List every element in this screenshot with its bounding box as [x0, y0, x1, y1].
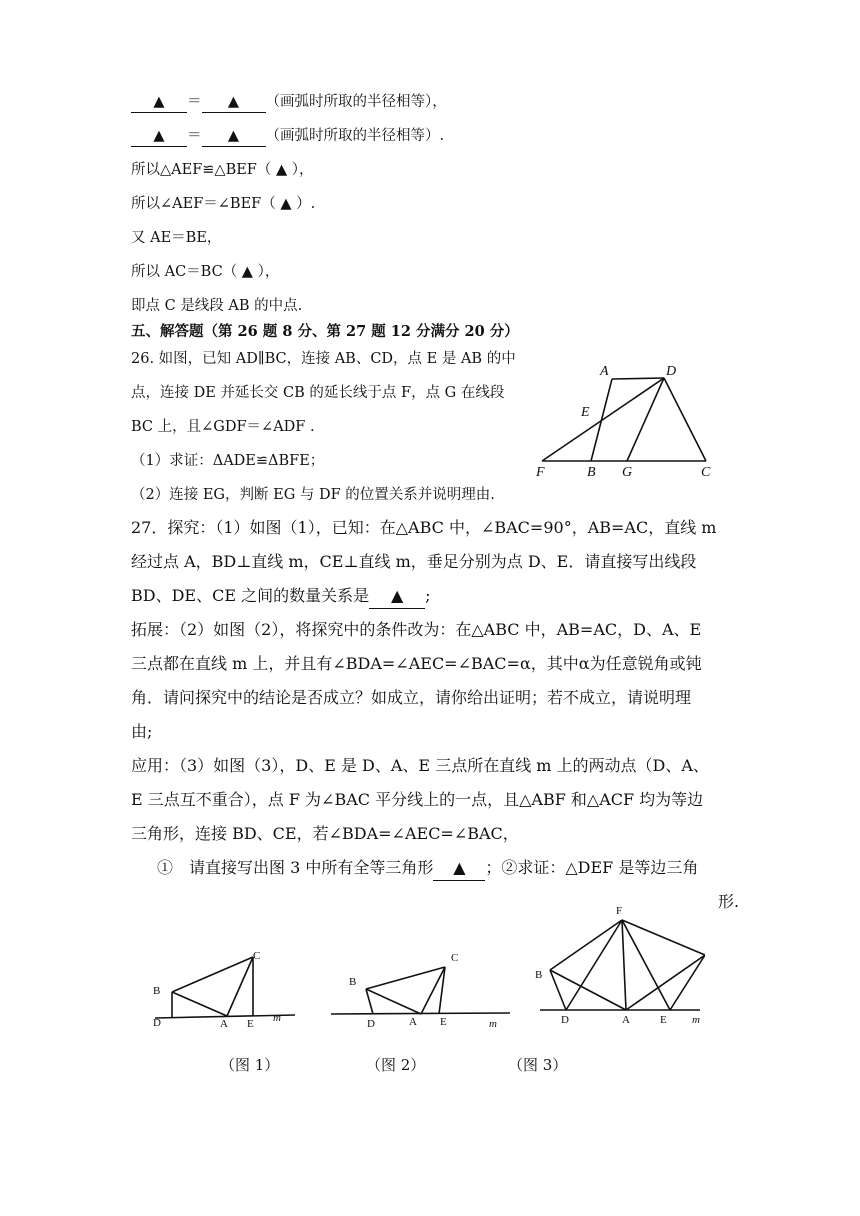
label-g: G: [622, 465, 633, 480]
q27-line7: 由;: [131, 722, 153, 741]
q27-line2: 经过点 A，BD⊥直线 m，CE⊥直线 m，垂足分别为点 D、E．请直接写出线段: [131, 552, 697, 571]
answer-blank[interactable]: ▲: [433, 856, 485, 881]
segment-ba: [172, 992, 227, 1016]
label-a: A: [600, 364, 609, 379]
answer-blank[interactable]: ▲: [202, 92, 266, 113]
label-b: B: [349, 976, 357, 988]
label-a: A: [220, 1018, 228, 1030]
label-c: C: [253, 950, 261, 962]
segment-bd: [550, 970, 566, 1010]
q27-line6: 角．请问探究中的结论是否成立？如成立，请你给出证明；若不成立，请说明理: [131, 688, 692, 707]
q27-line11: ① 请直接写出图 3 中所有全等三角形 ▲ ；②求证：△DEF 是等边三角: [157, 856, 698, 881]
q27-line9: E 三点互不重合），点 F 为∠BAC 平分线上的一点，且△ABF 和△ACF 均为等边: [131, 790, 704, 809]
q27-line10: 三角形，连接 BD、CE，若∠BDA=∠AEC=∠BAC，: [131, 824, 519, 843]
figure-1: [145, 945, 305, 1035]
label-c: C: [451, 952, 459, 964]
q26-line3: BC 上，且∠GDF＝∠ADF .: [131, 419, 315, 435]
segment-bc: [172, 957, 253, 992]
q27-line8: 应用：（3）如图（3），D、E 是 D、A、E 三点所在直线 m 上的两动点（D、A、: [131, 756, 709, 775]
q26-line4: （1）求证：ΔADE≌ΔBFE；: [131, 453, 325, 469]
segment-fa: [622, 920, 626, 1010]
answer-blank[interactable]: ▲: [131, 92, 187, 113]
segment-bd: [366, 989, 373, 1014]
q27-line1: 27．探究：（1）如图（1），已知：在△ABC 中，∠BAC=90°，AB=AC，直线 m: [131, 518, 717, 537]
segment-ec: [670, 955, 705, 1010]
segment-fc: [622, 920, 705, 955]
q25-line4: 所以∠AEF＝∠BEF（ ▲ ）.: [131, 196, 316, 212]
label-a: A: [409, 1016, 417, 1028]
figure-3: [530, 900, 705, 1030]
label-d: D: [561, 1014, 569, 1026]
caption-figure-1: （图 1）: [220, 1056, 280, 1074]
label-c: C: [701, 465, 711, 480]
q25-line6: 所以 AC＝BC（ ▲ ），: [131, 264, 280, 280]
segment-ba: [366, 989, 421, 1014]
segment-fd: [566, 920, 622, 1010]
q27-line5: 三点都在直线 m 上，并且有∠BDA=∠AEC=∠BAC=α，其中α为任意锐角或钝: [131, 654, 702, 673]
label-b: B: [535, 969, 543, 981]
q27-line12: 形.: [718, 892, 740, 911]
section-heading: 五、解答题（第 26 题 8 分、第 27 题 12 分满分 20 分）: [131, 323, 519, 340]
segment-fb: [550, 920, 622, 970]
caption-figure-3: （图 3）: [508, 1056, 568, 1074]
label-f: F: [616, 905, 623, 917]
segment-dc: [664, 378, 706, 461]
q25-line1: ▲ ＝ ▲ （画弧时所取的半径相等），: [131, 92, 447, 113]
q26-line5: （2）连接 EG，判断 EG 与 DF 的位置关系并说明理由.: [131, 487, 495, 503]
answer-blank[interactable]: ▲: [369, 584, 425, 609]
answer-blank[interactable]: ▲: [202, 126, 266, 147]
label-m: m: [273, 1012, 281, 1024]
figure-2: [325, 945, 515, 1035]
label-m: m: [489, 1018, 497, 1030]
caption-figure-2: （图 2）: [366, 1056, 426, 1074]
q25-line2: ▲ ＝ ▲ （画弧时所取的半径相等）.: [131, 126, 444, 147]
label-m: m: [692, 1014, 700, 1026]
q25-line5: 又 AE＝BE，: [131, 230, 222, 246]
q26-line2: 点，连接 DE 并延长交 CB 的延长线于点 F，点 G 在线段: [131, 385, 505, 401]
q26-figure: [530, 358, 730, 480]
label-d: D: [153, 1017, 161, 1029]
label-f: F: [536, 465, 545, 480]
label-e: E: [247, 1018, 254, 1030]
q25-line7: 即点 C 是线段 AB 的中点.: [131, 298, 303, 314]
label-b: B: [153, 985, 161, 997]
q27-line4: 拓展：（2）如图（2），将探究中的条件改为：在△ABC 中，AB=AC，D、A、E: [131, 620, 702, 639]
q27-line3: BD、DE、CE 之间的数量关系是 ▲ ;: [131, 584, 431, 609]
segment-bc: [366, 967, 445, 989]
label-d: D: [666, 364, 677, 379]
q26-line1: 26. 如图，已知 AD∥BC，连接 AB、CD，点 E 是 AB 的中: [131, 351, 516, 367]
label-e: E: [581, 405, 590, 420]
label-e: E: [660, 1014, 667, 1026]
label-e: E: [440, 1016, 447, 1028]
answer-blank[interactable]: ▲: [131, 126, 187, 147]
label-d: D: [367, 1018, 375, 1030]
label-a: A: [622, 1014, 630, 1026]
label-b: B: [587, 465, 596, 480]
segment-ad: [612, 378, 664, 379]
q25-line3: 所以△AEF≌△BEF（ ▲ ），: [131, 162, 314, 178]
